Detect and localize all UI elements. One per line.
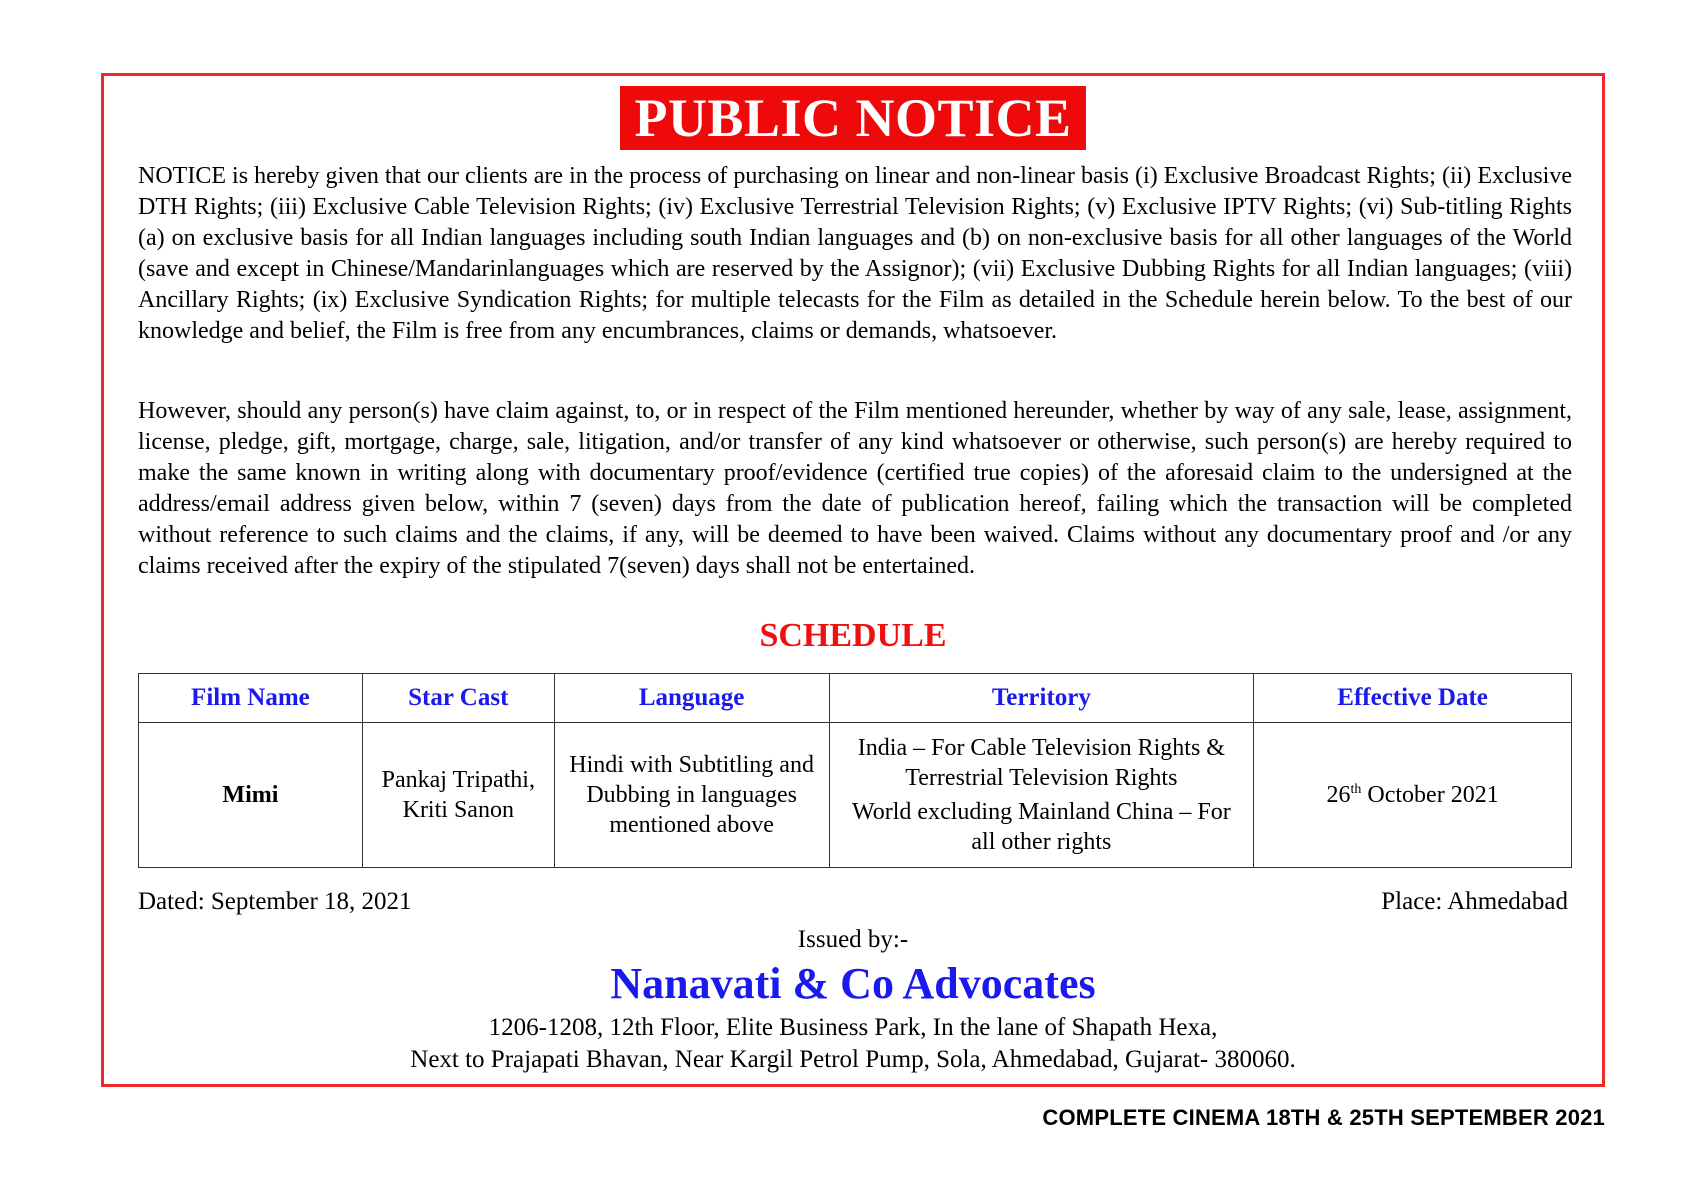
effective-rest: October 2021 (1361, 782, 1499, 808)
table-row (139, 723, 1572, 868)
cell-language (554, 723, 829, 868)
star-cast-text: Pankaj Tripathi, Kriti Sanon (381, 767, 535, 823)
place-text: Place: Ahmedabad (1381, 888, 1568, 915)
publication-footer: COMPLETE CINEMA 18TH & 25TH SEPTEMBER 2021 (1042, 1105, 1605, 1130)
notice-paragraph-1: NOTICE is hereby given that our clients are in the process of purchasing on linear and non-linear basis (i) Exclusive Broadcast Rights; (ii) Exclusive DTH Rights; (iii) Exclusive Cable Television Rights; (iv) Exclusive Terrestrial Television Rights; (v) Exclusive IPTV Rights; (vi) Sub-titling Rights (a) on exclusive basis for all Indian languages including south Indian languages and (b) on non-exclusive basis for all other languages of the World (save and except in Chinese/Mandarinlanguages which are reserved by the Assignor); (vii) Exclusive Dubbing Rights for all Indian languages; (viii) Ancillary Rights; (ix) Exclusive Syndication Rights; for multiple telecasts for the Film as detailed in the Schedule herein below. To the best of our knowledge and belief, the Film is free from any encumbrances, claims or demands, whatsoever. (138, 163, 1572, 344)
territory-line-2: World excluding Mainland China – For all other rights (852, 799, 1231, 855)
address-line-2: Next to Prajapati Bhavan, Near Kargil Petrol Pump, Sola, Ahmedabad, Gujarat- 380060. (410, 1046, 1296, 1073)
cell-territory (829, 723, 1254, 868)
territory-line-1: India – For Cable Television Rights & Terrestrial Television Rights (857, 735, 1225, 791)
language-text: Hindi with Subtitling and Dubbing in languages mentioned above (569, 752, 814, 838)
firm-name: Nanavati & Co Advocates (610, 959, 1096, 1008)
notice-frame (101, 73, 1605, 1087)
header-language: Language (554, 674, 829, 723)
dated-text: Dated: September 18, 2021 (138, 888, 412, 915)
address-line-1: 1206-1208, 12th Floor, Elite Business Park, In the lane of Shapath Hexa, (488, 1014, 1218, 1041)
header-territory: Territory (829, 674, 1254, 723)
cell-star-cast (362, 723, 554, 868)
header-effective-date: Effective Date (1254, 674, 1572, 723)
effective-day: 26 (1326, 782, 1351, 808)
title-container (104, 86, 1602, 150)
issued-by-text: Issued by:- (797, 926, 909, 953)
notice-title: PUBLIC NOTICE (620, 86, 1085, 150)
header-film-name: Film Name (139, 674, 363, 723)
table-header-row (139, 674, 1572, 723)
schedule-heading: SCHEDULE (759, 617, 947, 654)
cell-effective-date (1254, 723, 1572, 868)
schedule-table (138, 673, 1572, 868)
notice-paragraph-2: However, should any person(s) have claim against, to, or in respect of the Film mentioned hereunder, whether by way of any sale, lease, assignment, license, pledge, gift, mortgage, charge, sale, litigation, and/or transfer of any kind whatsoever or otherwise, such person(s) are hereby required to make the same known in writing along with documentary proof/evidence (certified true copies) of the aforesaid claim to the undersigned at the address/email address given below, within 7 (seven) days from the date of publication hereof, failing which the transaction will be completed without reference to such claims and the claims, if any, will be deemed to have been waived. Claims without any documentary proof and /or any claims received after the expiry of the stipulated 7(seven) days shall not be entertained. (138, 398, 1572, 579)
header-star-cast: Star Cast (362, 674, 554, 723)
cell-film-name: Mimi (139, 723, 363, 868)
effective-suffix: th (1350, 782, 1362, 797)
